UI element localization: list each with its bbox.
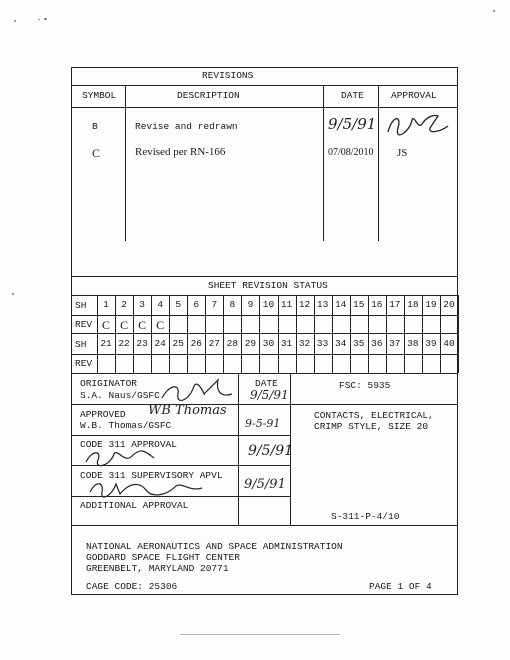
sheet-number: 5 [175, 299, 182, 310]
rev-letter: C [102, 318, 111, 332]
sheet-number: 32 [298, 337, 311, 349]
code311-date: 9/5/91 [248, 443, 294, 459]
sheet-number: 36 [371, 337, 383, 349]
rev-c-date: 07/08/2010 [328, 147, 374, 158]
rev-b-date: 9/5/91 [328, 115, 377, 133]
sheet-number: 29 [244, 337, 257, 349]
rev-c-description: Revised per RN-166 [135, 146, 226, 158]
supervisory-date: 9/5/91 [244, 477, 286, 492]
part-number: S-311-P-4/10 [331, 511, 400, 522]
sheet-number: 6 [193, 299, 200, 310]
part-description-line1: CONTACTS, ELECTRICAL, [314, 410, 434, 421]
symbol-header: SYMBOL [82, 90, 117, 101]
sheet-number: 10 [262, 299, 275, 310]
sheet-number: 15 [353, 299, 365, 310]
sheet-number: 33 [316, 337, 329, 349]
rev-letter: C [156, 318, 165, 332]
supervisory-label: CODE 311 SUPERVISORY APVL [80, 470, 223, 481]
sheet-number: 25 [172, 337, 184, 349]
org-line-2: GODDARD SPACE FLIGHT CENTER [86, 552, 240, 563]
approved-label: APPROVED [80, 409, 126, 420]
cage-code: CAGE CODE: 25306 [86, 581, 178, 592]
sheet-number: 21 [100, 337, 112, 349]
description-header: DESCRIPTION [177, 90, 240, 101]
sh-label-2: SH [75, 339, 87, 350]
approval-header: APPROVAL [391, 90, 437, 101]
page-number: PAGE 1 OF 4 [369, 581, 432, 592]
sheet-number: 24 [154, 337, 166, 349]
rev-letter: C [138, 318, 147, 332]
rev-c-symbol: C [92, 146, 101, 160]
rev-label-1: REV [75, 319, 93, 330]
date-header: DATE [341, 90, 364, 101]
rev-label-2: REV [75, 358, 93, 369]
sheet-number: 17 [389, 299, 401, 310]
originator-signature [158, 376, 238, 404]
sheet-number: 40 [443, 337, 455, 349]
revisions-title: REVISIONS [202, 70, 254, 81]
sh-label-1: SH [75, 300, 87, 311]
sheet-number: 28 [226, 337, 239, 349]
sheet-number: 9 [247, 299, 254, 310]
originator-name: S.A. Naus/GSFC [80, 390, 160, 401]
code311-signature [80, 446, 160, 468]
supervisory-signature [86, 478, 206, 498]
additional-approval-label: ADDITIONAL APPROVAL [80, 500, 189, 511]
sheet-number: 27 [208, 337, 221, 349]
sheet-number: 19 [425, 299, 437, 310]
rev-c-approval: JS [397, 147, 408, 159]
rev-b-approval-signature [382, 110, 452, 138]
part-description-line2: CRIMP STYLE, SIZE 20 [314, 421, 429, 432]
rev-b-description: Revise and redrawn [135, 121, 238, 132]
sheet-number: 39 [425, 337, 437, 349]
sheet-number: 22 [118, 337, 130, 349]
sheet-number: 23 [136, 337, 148, 349]
sheet-number: 7 [211, 299, 218, 310]
sheet-number: 20 [443, 299, 455, 310]
sheet-number: 1 [103, 299, 109, 310]
sheet-number: 8 [229, 299, 236, 310]
fsc-code: FSC: 5935 [339, 380, 391, 391]
org-line-1: NATIONAL AERONAUTICS AND SPACE ADMINISTRATION [86, 541, 343, 552]
sheet-number: 14 [334, 299, 347, 310]
approved-date: 9-5-91 [245, 417, 281, 430]
sheet-number: 31 [280, 337, 293, 349]
rev-letter: C [120, 318, 129, 332]
sheet-number: 12 [298, 299, 311, 310]
approved-signature: WB Thomas [148, 403, 227, 418]
sheet-number: 34 [334, 337, 347, 349]
sheet-number: 4 [157, 299, 164, 310]
sheet-number: 35 [353, 337, 365, 349]
approved-name: W.B. Thomas/GSFC [80, 420, 172, 431]
sheet-number: 13 [316, 299, 329, 310]
sheet-number: 18 [407, 299, 419, 310]
sheet-number: 11 [280, 299, 293, 310]
date-label: DATE [255, 378, 278, 389]
sheet-status-title: SHEET REVISION STATUS [208, 280, 328, 291]
originator-label: ORIGINATOR [80, 378, 138, 389]
sheet-number: 37 [389, 337, 401, 349]
rev-b-symbol: B [92, 121, 98, 132]
sheet-number: 2 [121, 299, 127, 310]
sheet-number: 26 [190, 337, 202, 349]
sheet-number: 30 [262, 337, 275, 349]
code311-approval-label: CODE 311 APPROVAL [80, 439, 177, 450]
sheet-number: 16 [371, 299, 383, 310]
org-line-3: GREENBELT, MARYLAND 20771 [86, 563, 229, 574]
sheet-number: 38 [407, 337, 419, 349]
sheet-number: 3 [139, 299, 145, 310]
originator-date: 9/5/91 [250, 388, 289, 402]
